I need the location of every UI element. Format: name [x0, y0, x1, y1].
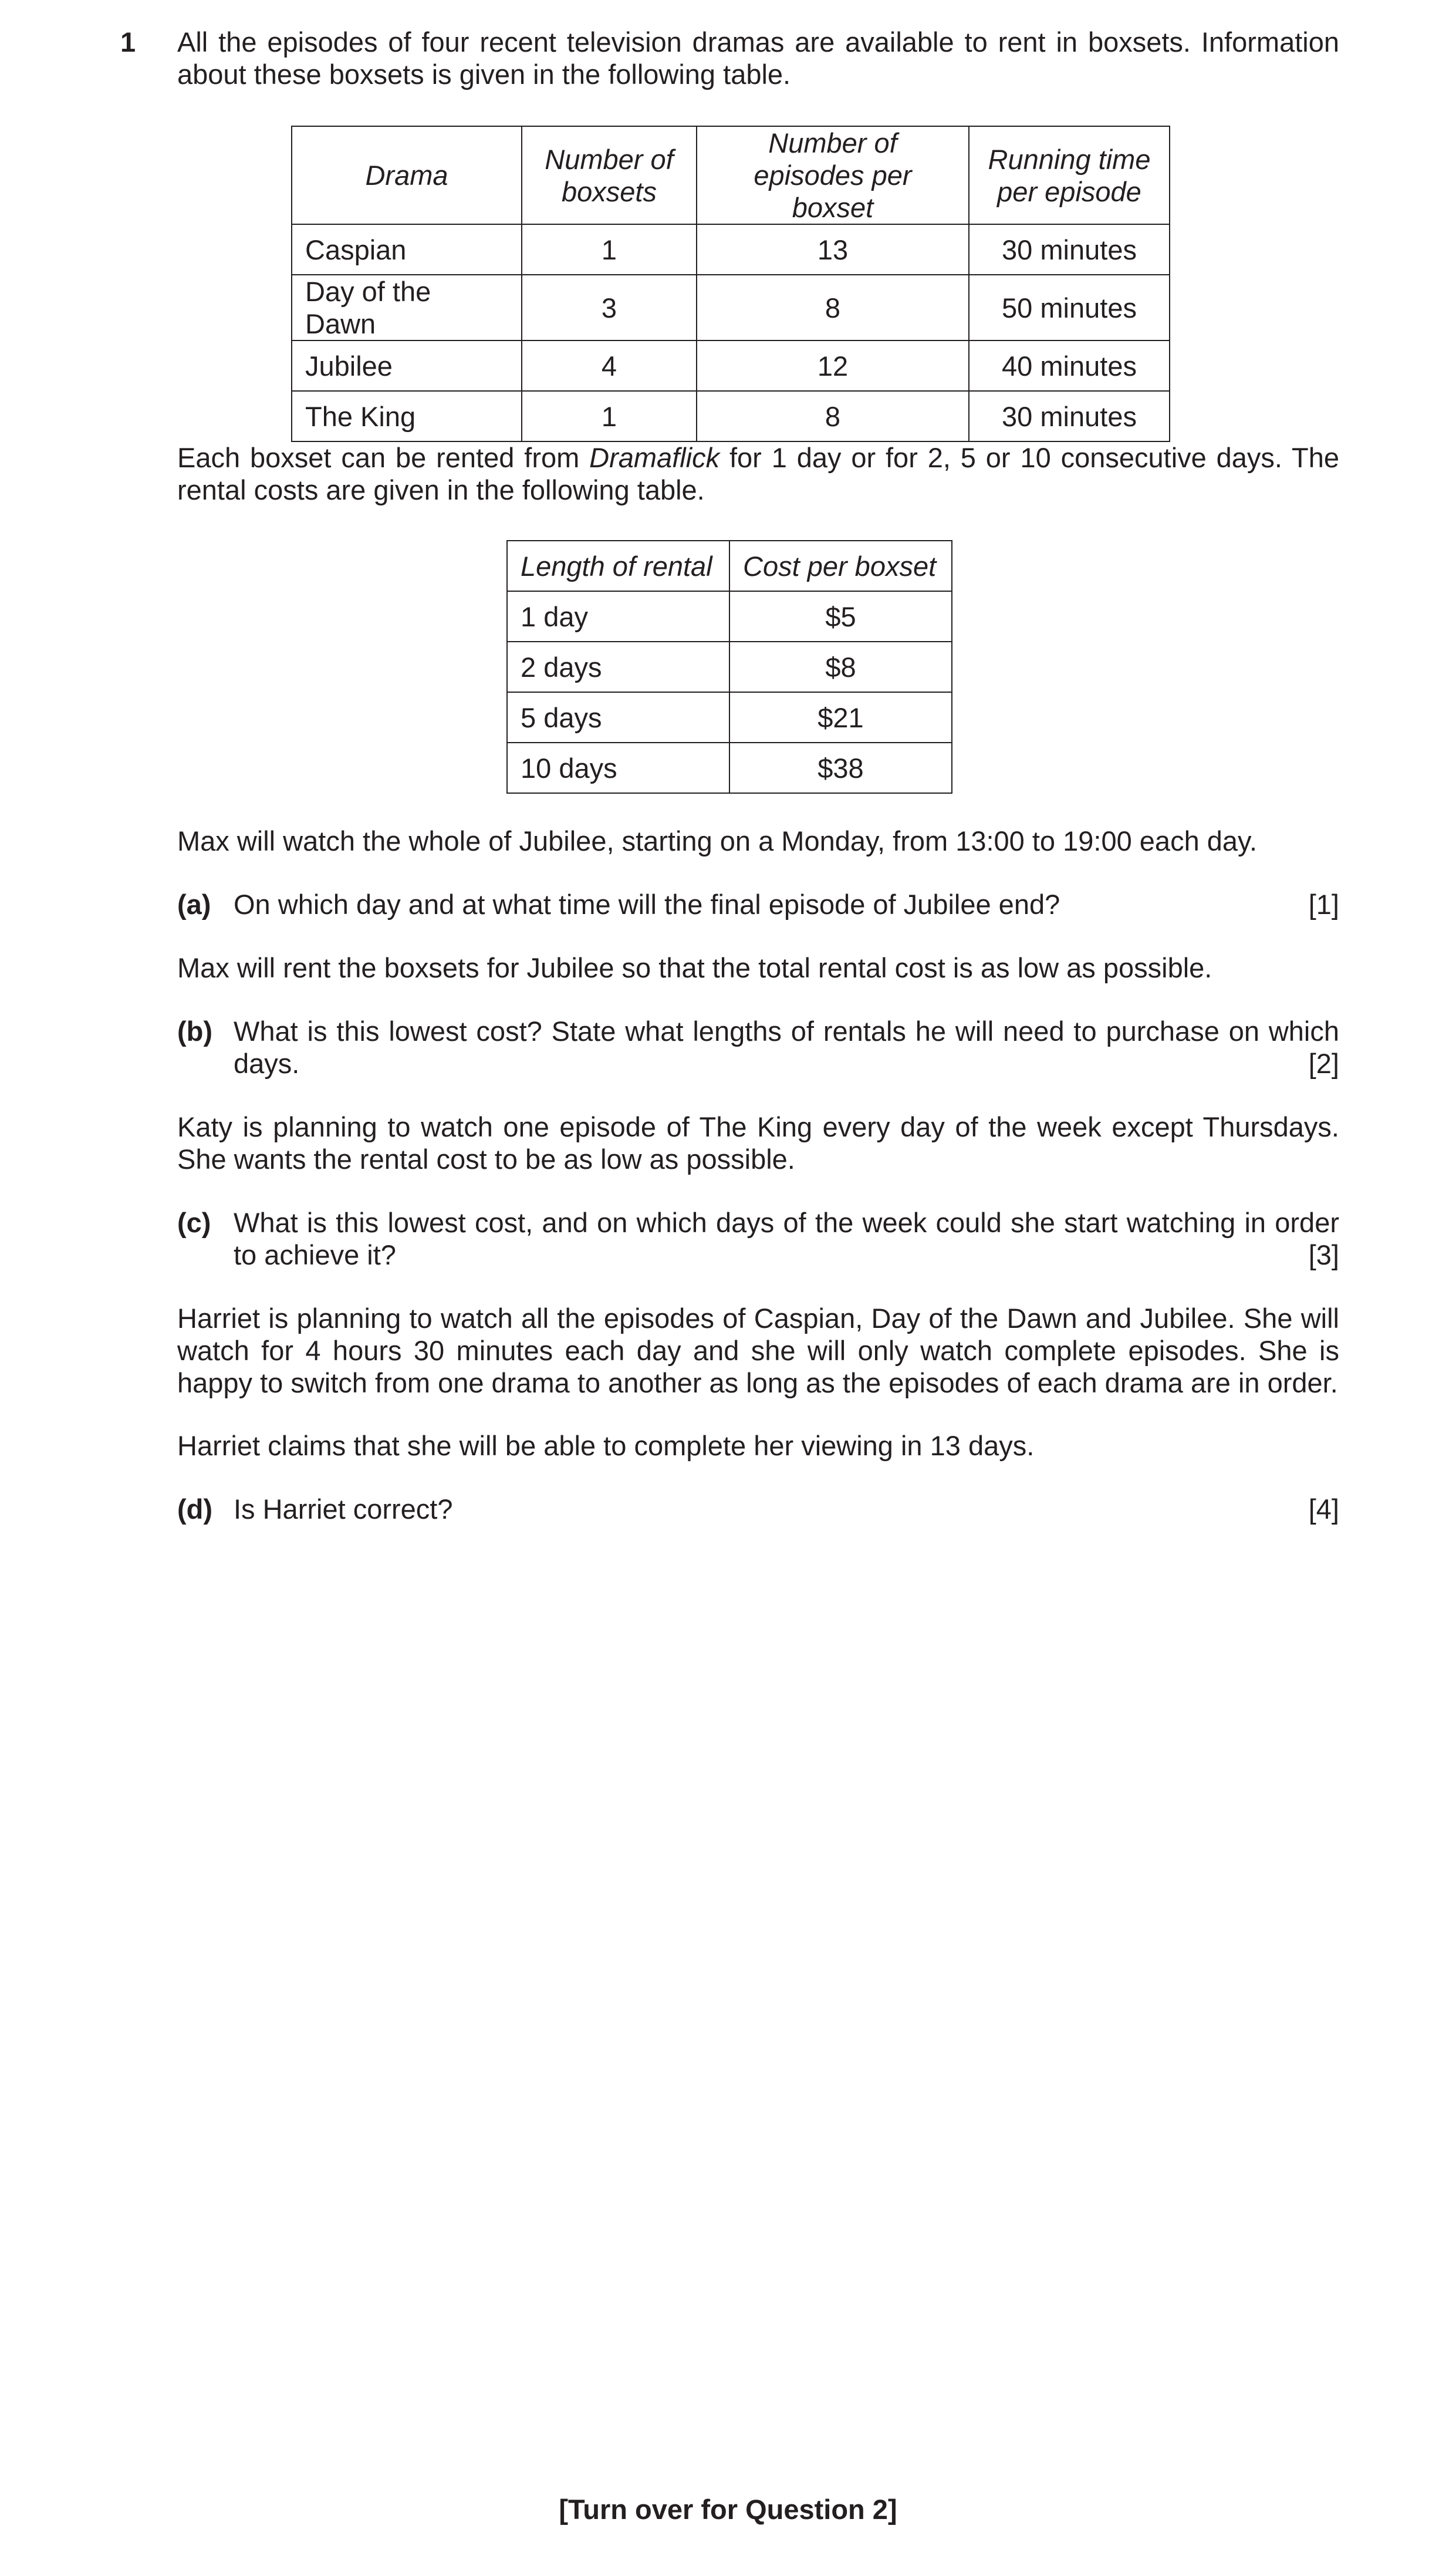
- rental-cost: $21: [729, 692, 952, 743]
- katy-intro: Katy is planning to watch one episode of The King every day of the week except Thursdays. She wants the rental cost to be as low as possible.: [177, 1111, 1339, 1175]
- running-time: 30 minutes: [969, 224, 1170, 275]
- table-row: [292, 340, 1170, 391]
- column-header-episodes-per-boxset: Number of episodes per boxset: [697, 126, 969, 224]
- running-time: 30 minutes: [969, 391, 1170, 441]
- question-number: 1: [120, 26, 136, 58]
- table-row: [507, 743, 952, 793]
- column-header-running-time: Running time per episode: [969, 126, 1170, 224]
- table-row: [292, 224, 1170, 275]
- rental-length: 1 day: [507, 591, 729, 642]
- marks: [4]: [1308, 1493, 1339, 1525]
- column-header-length-of-rental: Length of rental: [507, 541, 729, 591]
- column-header-drama: Drama: [292, 126, 522, 224]
- part-label: (d): [177, 1493, 213, 1525]
- harriet-intro: Harriet is planning to watch all the episodes of Caspian, Day of the Dawn and Jubilee. She will watch for 4 hours 30 minutes each day and she will only watch complete episodes. She is happy to switch from one drama to another as long as the episodes of each drama are in order.: [177, 1303, 1339, 1398]
- number-of-boxsets: 3: [522, 275, 697, 340]
- table-header-row: [507, 541, 952, 591]
- rental-text-before: Each boxset can be rented from: [177, 442, 590, 473]
- episodes-per-boxset: 13: [697, 224, 969, 275]
- part-label: (b): [177, 1016, 213, 1047]
- question-intro: All the episodes of four recent television dramas are available to rent in boxsets. Information about these boxsets is given in the following table.: [177, 26, 1339, 90]
- rental-cost: $8: [729, 642, 952, 692]
- max-intro: Max will watch the whole of Jubilee, starting on a Monday, from 13:00 to 19:00 each day.: [177, 825, 1258, 857]
- marks: [3]: [1308, 1239, 1339, 1270]
- rental-description: [177, 441, 1339, 506]
- marks: [2]: [1308, 1048, 1339, 1079]
- rental-cost: $5: [729, 591, 952, 642]
- marks: [1]: [1308, 889, 1339, 920]
- drama-name: Day of the Dawn: [292, 275, 522, 340]
- rental-length: 2 days: [507, 642, 729, 692]
- drama-name: Jubilee: [292, 340, 522, 391]
- rental-length: 5 days: [507, 692, 729, 743]
- drama-name: Caspian: [292, 224, 522, 275]
- part-label: (c): [177, 1207, 211, 1238]
- episodes-per-boxset: 12: [697, 340, 969, 391]
- table-row: [507, 591, 952, 642]
- part-question: What is this lowest cost? State what lengths of rentals he will need to purchase on which days.: [234, 1016, 1339, 1079]
- running-time: 50 minutes: [969, 275, 1170, 340]
- page-footer: [Turn over for Question 2]: [559, 2494, 897, 2525]
- max-rent: Max will rent the boxsets for Jubilee so that the total rental cost is as low as possible.: [177, 952, 1212, 983]
- harriet-claim: Harriet claims that she will be able to complete her viewing in 13 days.: [177, 1430, 1035, 1461]
- number-of-boxsets: 4: [522, 340, 697, 391]
- running-time: 40 minutes: [969, 340, 1170, 391]
- table-row: [507, 692, 952, 743]
- number-of-boxsets: 1: [522, 391, 697, 441]
- number-of-boxsets: 1: [522, 224, 697, 275]
- table-row: [292, 391, 1170, 441]
- boxset-info-table: [291, 126, 1170, 442]
- part-question: Is Harriet correct?: [234, 1493, 453, 1525]
- part-question: On which day and at what time will the final episode of Jubilee end?: [234, 889, 1060, 920]
- part-label: (a): [177, 889, 211, 920]
- table-header-row: [292, 126, 1170, 224]
- episodes-per-boxset: 8: [697, 391, 969, 441]
- rental-cost-table: [506, 540, 952, 794]
- brand-name: Dramaflick: [589, 442, 720, 473]
- rental-text-after: for 1 day or for 2, 5 or 10 consecutive days. The rental costs are given in the following table.: [177, 442, 1339, 505]
- rental-length: 10 days: [507, 743, 729, 793]
- part-question: What is this lowest cost, and on which days of the week could she start watching in order to achieve it?: [234, 1207, 1339, 1270]
- episodes-per-boxset: 8: [697, 275, 969, 340]
- column-header-cost-per-boxset: Cost per boxset: [729, 541, 952, 591]
- drama-name: The King: [292, 391, 522, 441]
- table-row: [292, 275, 1170, 340]
- rental-cost: $38: [729, 743, 952, 793]
- table-row: [507, 642, 952, 692]
- column-header-number-of-boxsets: Number of boxsets: [522, 126, 697, 224]
